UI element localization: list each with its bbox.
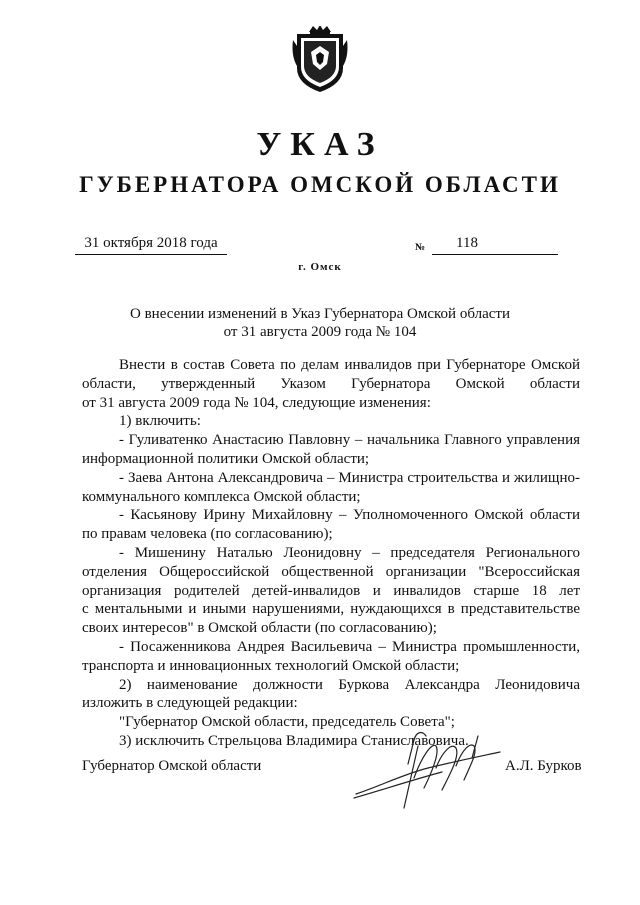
- issuer-title: ГУБЕРНАТОРА ОМСКОЙ ОБЛАСТИ: [79, 172, 561, 197]
- body-line: 2) наименование должности Буркова Александра Леонидовича: [119, 676, 580, 693]
- body-line: с ментальными и иными нарушениями, нуждающихся в представительстве: [82, 601, 580, 618]
- subject-line-1: О внесении изменений в Указ Губернатора Омской области: [130, 306, 510, 322]
- document-number: 118: [432, 235, 558, 255]
- document-subject: [0, 305, 640, 341]
- body-line: - Гуливатенко Анастасию Павловну – начальника Главного управления: [119, 432, 580, 449]
- signatory-name: А.Л. Бурков: [505, 758, 582, 774]
- body-line: - Касьянову Ирину Михайловну – Уполномоченного Омской области: [119, 507, 580, 524]
- body-line: своих интересов" в Омской области (по согласованию);: [82, 620, 437, 637]
- body-line: - Заева Антона Александровича – Министра строительства и жилищно-: [119, 469, 580, 486]
- number-label: №: [415, 242, 426, 253]
- document-date: 31 октября 2018 года: [75, 235, 227, 255]
- document-type-title: УКАЗ: [256, 126, 384, 163]
- body-line: изложить в следующей редакции:: [82, 695, 298, 712]
- body-line: по правам человека (по согласованию);: [82, 526, 333, 543]
- body-line: транспорта и инновационных технологий Омской области;: [82, 657, 460, 674]
- body-line: информационной политики Омской области;: [82, 450, 370, 467]
- body-line: - Мишенину Наталью Леонидовну – председателя Регионального: [119, 544, 580, 561]
- body-line: от 31 августа 2009 года № 104, следующие изменения:: [82, 394, 431, 411]
- body-line: области, утвержденный Указом Губернатора Омской области: [82, 375, 580, 392]
- body-line: 1) включить:: [119, 413, 201, 430]
- body-line: "Губернатор Омской области, председатель Совета";: [119, 714, 455, 731]
- body-line: - Посаженникова Андрея Васильевича – Министра промышленности,: [119, 638, 580, 655]
- body-line: отделения Общероссийской общественной организации "Всероссийская: [82, 563, 580, 580]
- body-line: коммунального комплекса Омской области;: [82, 488, 361, 505]
- handwritten-signature: [352, 728, 510, 810]
- document-body: [82, 356, 580, 751]
- signatory-position: Губернатор Омской области: [82, 758, 262, 774]
- body-line: Внести в состав Совета по делам инвалидов при Губернаторе Омской: [119, 357, 580, 373]
- body-line: организация родителей детей-инвалидов и инвалидов старше 18 лет: [82, 582, 580, 599]
- coat-of-arms-icon: [291, 26, 349, 94]
- subject-line-2: от 31 августа 2009 года № 104: [223, 324, 417, 340]
- document-city: г. Омск: [298, 261, 342, 273]
- body-line: 3) исключить Стрельцова Владимира Станиславовича.: [119, 732, 469, 749]
